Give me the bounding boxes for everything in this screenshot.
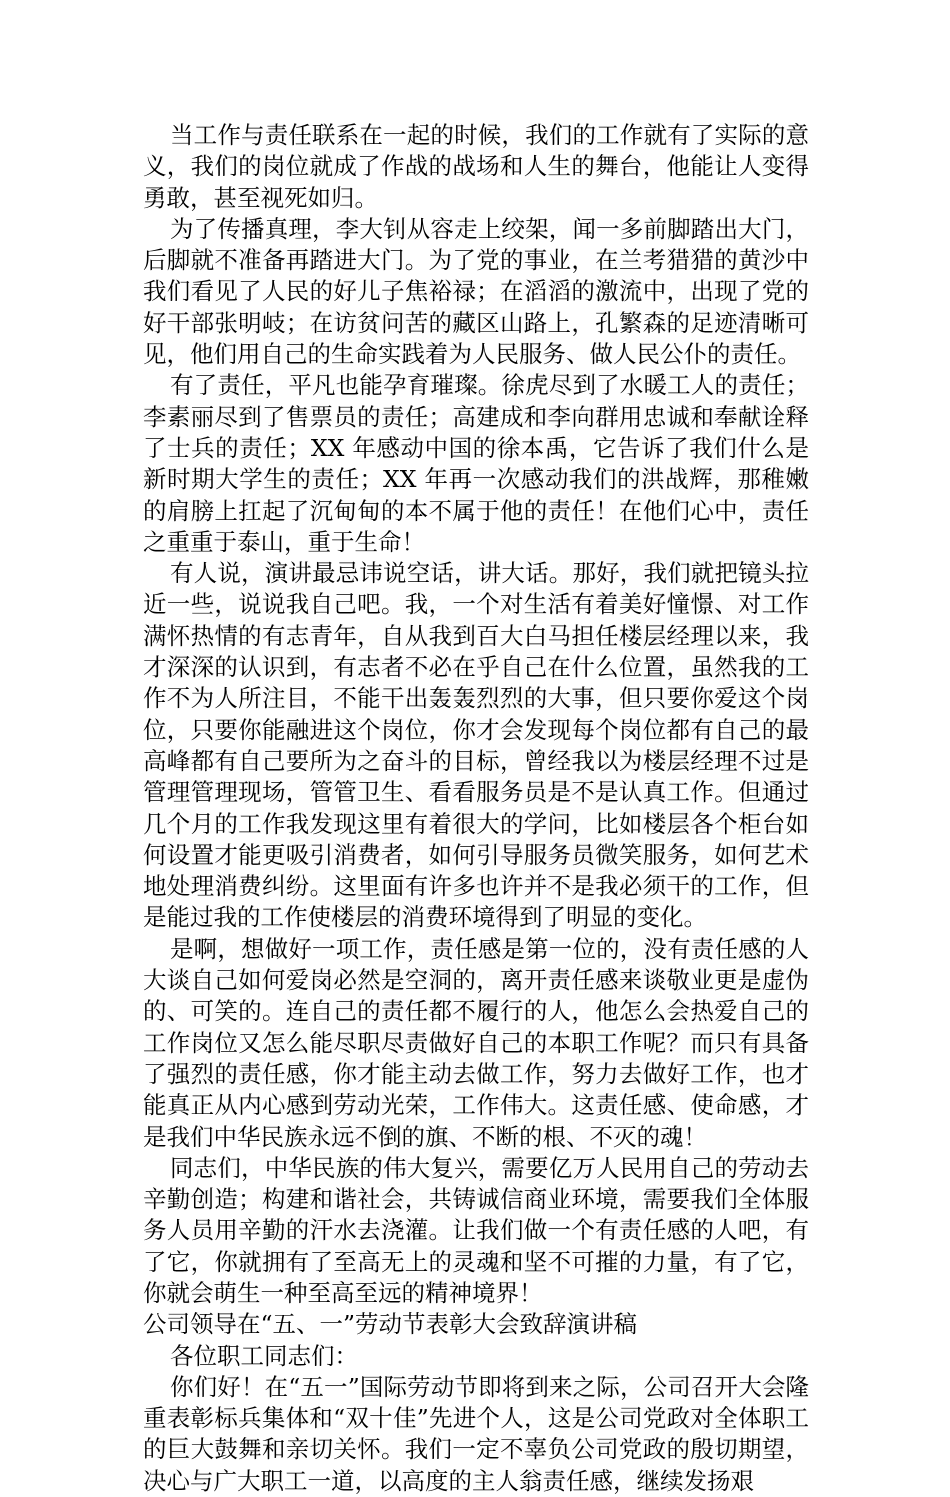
paragraph-sense-of-responsibility: 是啊，想做好一项工作，责任感是第一位的，没有责任感的人大谈自己如何爱岗必然是空洞的，离开责任感来谈敬业更是虚伪的、可笑的。连自己的责任都不履行的人，他怎么会热爱自己的工作岗位又怎么能尽职尽责做好自己的本职工作呢？而只有具备了强烈的责任感，你才能主动去做工作，努力去做好工作，也才能真正从内心感到劳动光荣，工作伟大。这责任感、使命感，才是我们中华民族永远不倒的旗、不断的根、不灭的魂！: [143, 934, 809, 1151]
paragraph-responsibility-meaning: 当工作与责任联系在一起的时候，我们的工作就有了实际的意义，我们的岗位就成了作战的战场和人生的舞台，他能让人变得勇敢，甚至视死如归。: [143, 121, 809, 212]
paragraph-historical-figures: 为了传播真理，李大钊从容走上绞架，闻一多前脚踏出大门，后脚就不准备再踏进大门。为了党的事业，在兰考猎猎的黄沙中我们看见了人民的好儿子焦裕禄；在滔滔的激流中，出现了党的好干部张明岐；在访贫问苦的藏区山路上，孔繁森的足迹清晰可见，他们用自己的生命实践着为人民服务、做人民公仆的责任。: [143, 214, 809, 369]
paragraph-greeting: 你们好！在“五一”国际劳动节即将到来之际，公司召开大会隆重表彰标兵集体和“双十佳”先进个人，这是公司党政对全体职工的巨大鼓舞和亲切关怀。我们一定不辜负公司党政的殷切期望，决心与广大职工一道，以高度的主人翁责任感，继续发扬艰: [143, 1372, 809, 1495]
paragraph-closing-call: 同志们，中华民族的伟大复兴，需要亿万人民用自己的劳动去辛勤创造；构建和谐社会，共铸诚信商业环境，需要我们全体服务人员用辛勤的汗水去浇灌。让我们做一个有责任感的人吧，有了它，你就拥有了至高无上的灵魂和坚不可摧的力量，有了它，你就会萌生一种至高至远的精神境界！: [143, 1153, 809, 1307]
speech-title: 公司领导在“五、一”劳动节表彰大会致辞演讲稿: [143, 1310, 638, 1339]
speech-salutation: 各位职工同志们：: [170, 1341, 358, 1370]
document-body: [143, 120, 809, 1497]
paragraph-personal-experience: 有人说，演讲最忌讳说空话，讲大话。那好，我们就把镜头拉近一些，说说我自己吧。我，一个对生活有着美好憧憬、对工作满怀热情的有志青年，自从我到百大白马担任楼层经理以来，我才深深的认识到，有志者不必在乎自己在什么位置，虽然我的工作不为人所注目，不能干出轰轰烈烈的大事，但只要你爱这个岗位，只要你能融进这个岗位，你才会发现每个岗位都有自己的最高峰都有自己要所为之奋斗的目标，曾经我以为楼层经理不过是管理管理现场，管管卫生、看看服务员是不是认真工作。但通过几个月的工作我发现这里有着很大的学问，比如楼层各个柜台如何设置才能更吸引消费者，如何引导服务员微笑服务，如何艺术地处理消费纠纷。这里面有许多也许并不是我必须干的工作，但是能过我的工作使楼层的消费环境得到了明显的变化。: [143, 559, 809, 932]
paragraph-ordinary-heroes: 有了责任，平凡也能孕育璀璨。徐虎尽到了水暖工人的责任；李素丽尽到了售票员的责任；高建成和李向群用忠诚和奉献诠释了士兵的责任；XX 年感动中国的徐本禹，它告诉了我们什么是新时期大学生的责任；XX 年再一次感动我们的洪战辉，那稚嫩的肩膀上扛起了沉甸甸的本不属于他的责任！在他们心中，责任之重重于泰山，重于生命！: [143, 371, 809, 556]
